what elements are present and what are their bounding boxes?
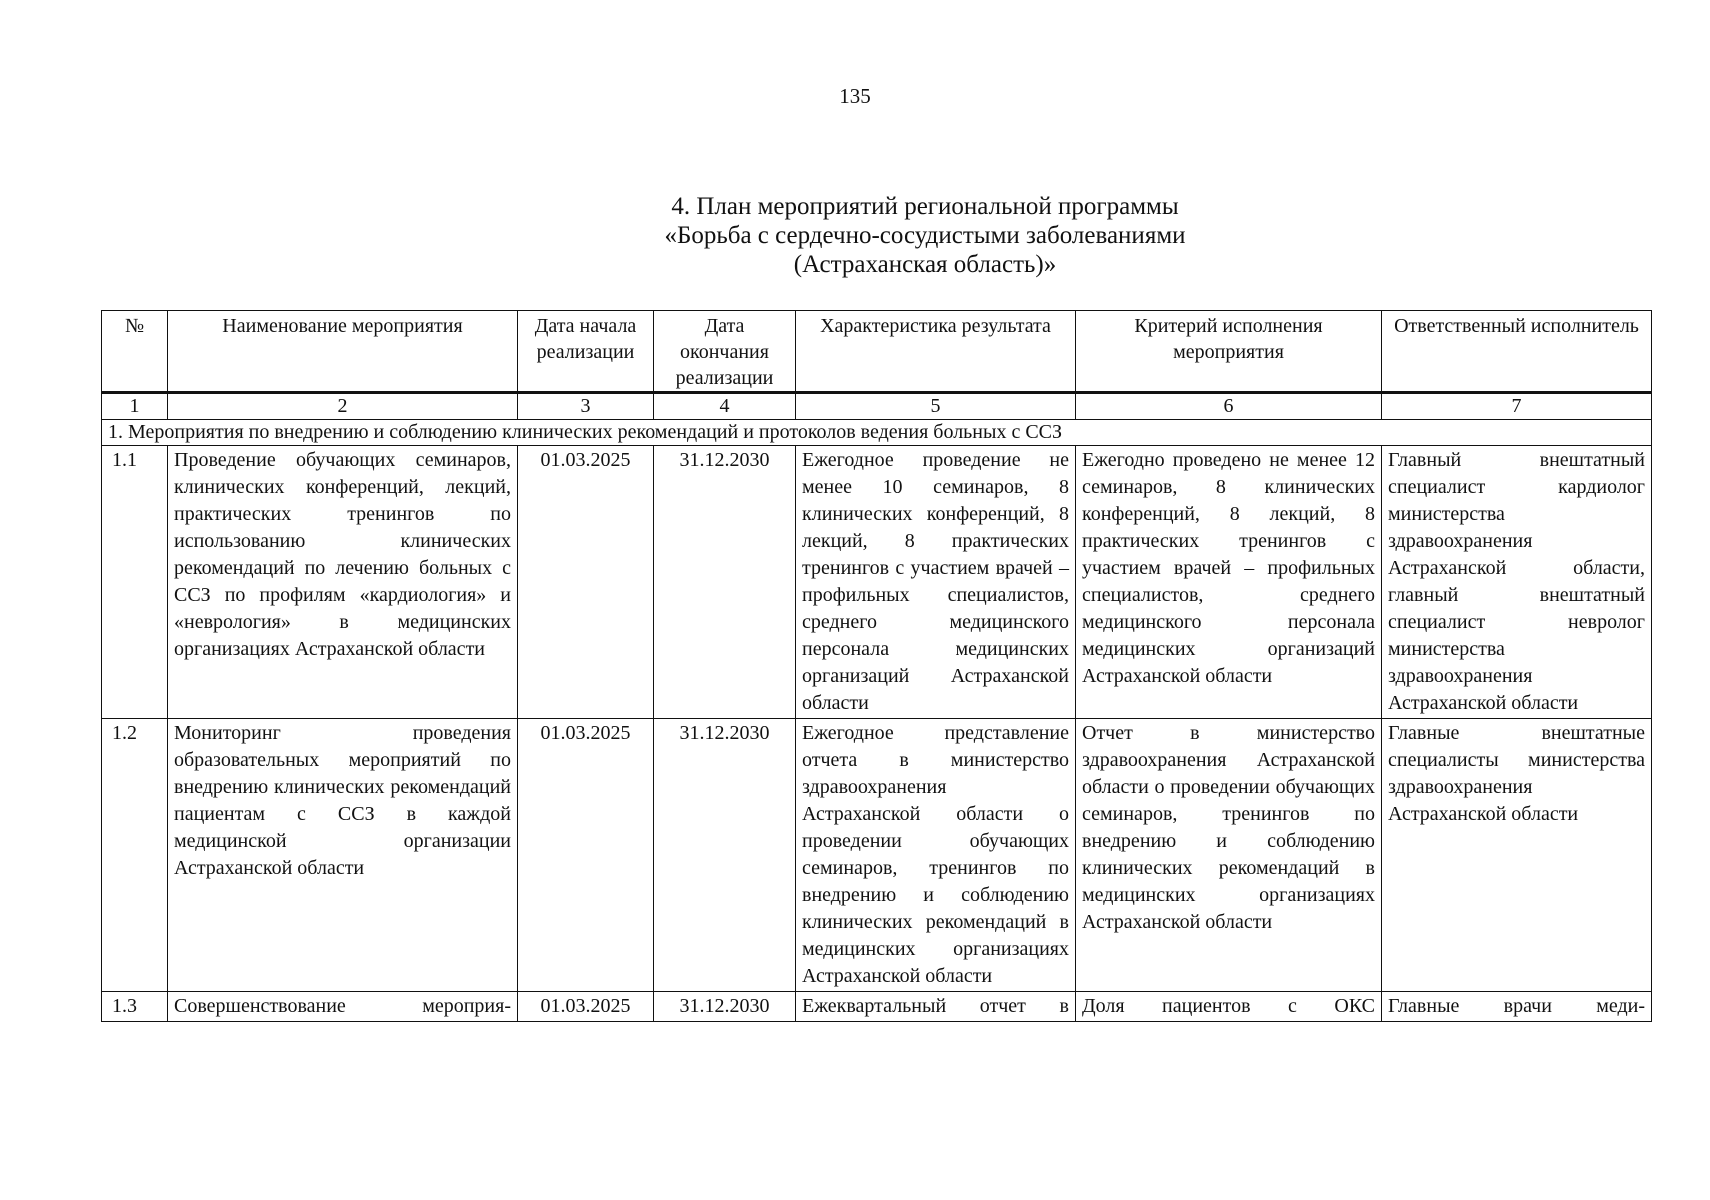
header-activity-name: Наименование мероприятия — [168, 311, 518, 393]
end-date: 31.12.2030 — [654, 992, 796, 1022]
header-end-date: Дата окончания реализации — [654, 311, 796, 393]
result-description: Ежегодное представление отчета в министерство здравоохранения Астраханской области о проведении обучающих семинаров, тренингов по внедрению и соблюдению клинических рекомендаций в медицинских организациях Астраханской области — [796, 719, 1076, 992]
row-number: 1.3 — [102, 992, 168, 1022]
table-row — [102, 719, 1652, 992]
column-number: 5 — [796, 393, 1076, 420]
column-number: 3 — [518, 393, 654, 420]
row-number: 1.2 — [102, 719, 168, 992]
page-number: 135 — [839, 84, 871, 108]
responsible-party: Главные врачи меди- — [1382, 992, 1652, 1022]
row-number: 1.1 — [102, 446, 168, 719]
section-title: 1. Мероприятия по внедрению и соблюдению клинических рекомендаций и протоколов ведения больных с ССЗ — [102, 420, 1652, 446]
table-row — [102, 992, 1652, 1022]
column-number: 1 — [102, 393, 168, 420]
section-row — [102, 420, 1652, 446]
column-number: 4 — [654, 393, 796, 420]
result-description: Ежегодное проведение не менее 10 семинаров, 8 клинических конференций, 8 лекций, 8 практических тренингов с участием врачей – профильных специалистов, среднего медицинского персонала медицинских организаций Астраханской области — [796, 446, 1076, 719]
criterion-description: Ежегодно проведено не менее 12 семинаров, 8 клинических конференций, 8 лекций, 8 практических тренингов с участием врачей – профильных специалистов, среднего медицинского персонала медицинских организаций Астраханской области — [1076, 446, 1382, 719]
activity-name: Совершенствование мероприя- — [168, 992, 518, 1022]
header-number: № — [102, 311, 168, 393]
table-row — [102, 446, 1652, 719]
header-result: Характеристика результата — [796, 311, 1076, 393]
activity-name: Мониторинг проведения образовательных мероприятий по внедрению клинических рекомендаций пациентам с ССЗ в каждой медицинской организации Астраханской области — [168, 719, 518, 992]
column-number: 2 — [168, 393, 518, 420]
document-title — [100, 192, 1710, 279]
start-date: 01.03.2025 — [518, 719, 654, 992]
responsible-party: Главные внештатные специалисты министерства здравоохранения Астраханской области — [1382, 719, 1652, 992]
header-start-date: Дата начала реализации — [518, 311, 654, 393]
header-responsible: Ответственный исполнитель — [1382, 311, 1652, 393]
end-date: 31.12.2030 — [654, 446, 796, 719]
column-number: 6 — [1076, 393, 1382, 420]
criterion-description: Отчет в министерство здравоохранения Астраханской области о проведении обучающих семинаров, тренингов по внедрению и соблюдению клинических рекомендаций в медицинских организациях Астраханской области — [1076, 719, 1382, 992]
title-line-3: (Астраханская область)» — [793, 251, 1057, 278]
responsible-party: Главный внештатный специалист кардиолог министерства здравоохранения Астраханской области, главный внештатный специалист невролог министерства здравоохранения Астраханской области — [1382, 446, 1652, 719]
end-date: 31.12.2030 — [654, 719, 796, 992]
activity-plan-table — [101, 310, 1652, 1022]
header-criterion: Критерий исполнения мероприятия — [1076, 311, 1382, 393]
column-number: 7 — [1382, 393, 1652, 420]
start-date: 01.03.2025 — [518, 992, 654, 1022]
column-number-row — [102, 393, 1652, 420]
criterion-description: Доля пациентов с ОКС — [1076, 992, 1382, 1022]
title-line-1: 4. План мероприятий региональной программы — [671, 193, 1179, 220]
header-row — [102, 311, 1652, 393]
activity-name: Проведение обучающих семинаров, клинических конференций, лекций, практических тренингов по использованию клинических рекомендаций по лечению больных с ССЗ по профилям «кардиология» и «неврология» в медицинских организациях Астраханской области — [168, 446, 518, 719]
start-date: 01.03.2025 — [518, 446, 654, 719]
title-line-2: «Борьба с сердечно-сосудистыми заболеваниями — [664, 222, 1186, 249]
result-description: Ежеквартальный отчет в — [796, 992, 1076, 1022]
